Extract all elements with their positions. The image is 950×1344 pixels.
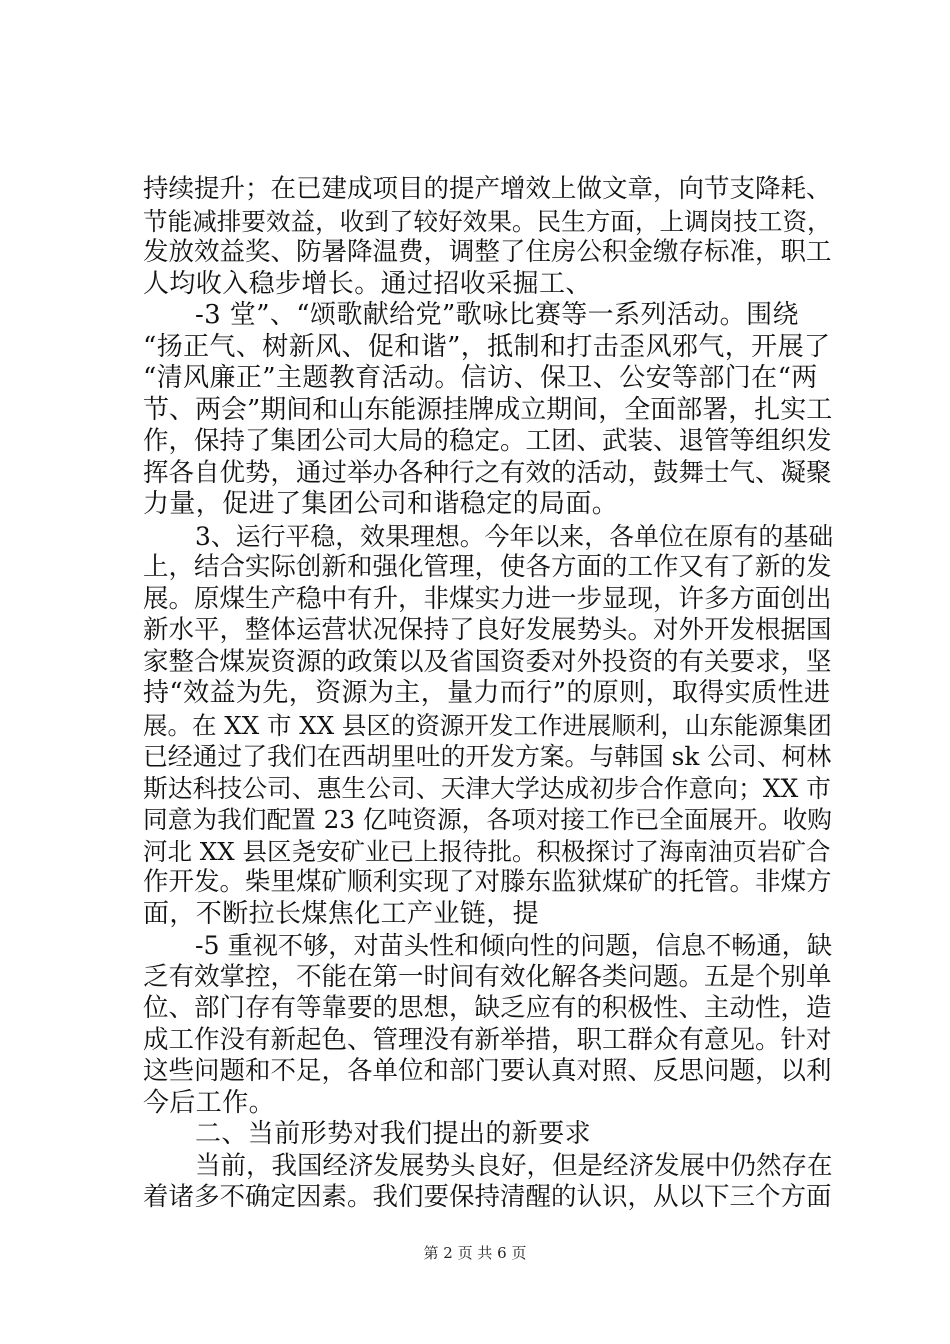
text-line: 人均收入稳步增长。通过招收采掘工、	[143, 268, 592, 299]
text-line: “清风廉正”主题教育活动。信访、保卫、公安等部门在“两	[143, 363, 818, 393]
text-line: 已经通过了我们在西胡里吐的开发方案。与韩国 sk 公司、柯林	[143, 742, 832, 771]
page-footer: 第 2 页 共 6 页	[423, 1244, 527, 1262]
text-line: 当前，我国经济发展势头良好，但是经济发展中仍然存在	[195, 1150, 833, 1181]
text-line: 斯达科技公司、惠生公司、天津大学达成初步合作意向；XX 市	[143, 773, 831, 803]
text-line: -3 堂”、“颂歌献给党”歌咏比赛等一系列活动。围绕	[195, 300, 799, 330]
text-line: 展。在 XX 市 XX 县区的资源开发工作进展顺利，山东能源集团	[143, 710, 832, 740]
text-line: 力量，促进了集团公司和谐稳定的局面。	[143, 489, 619, 519]
text-line: 二、当前形势对我们提出的新要求	[195, 1119, 592, 1149]
text-line: 新水平，整体运营状况保持了良好发展势头。对外开发根据国	[143, 615, 832, 645]
text-line: 节能减排要效益，收到了较好效果。民生方面，上调岗技工资，	[143, 206, 832, 236]
text-line: 节、两会”期间和山东能源挂牌成立期间，全面部署，扎实工	[143, 394, 833, 425]
text-line: 同意为我们配置 23 亿吨资源，各项对接工作已全面展开。收购	[143, 805, 832, 834]
document-body	[143, 174, 834, 1214]
text-line: 挥各自优势，通过举办各种行之有效的活动，鼓舞士气、凝聚	[143, 457, 832, 488]
text-line: 上，结合实际创新和强化管理，使各方面的工作又有了新的发	[143, 552, 832, 582]
text-line: 作开发。柴里煤矿顺利实现了对滕东监狱煤矿的托管。非煤方	[143, 867, 832, 897]
text-line: 着诸多不确定因素。我们要保持清醒的认识，从以下三个方面	[143, 1182, 832, 1212]
text-line: 今后工作。	[143, 1087, 276, 1118]
text-line: 作，保持了集团公司大局的稳定。工团、武装、退管等组织发	[143, 426, 832, 456]
text-line: 家整合煤炭资源的政策以及省国资委对外投资的有关要求，坚	[143, 646, 832, 677]
text-line: 这些问题和不足，各单位和部门要认真对照、反思问题，以利	[143, 1056, 832, 1086]
text-line: 成工作没有新起色、管理没有新举措，职工群众有意见。针对	[143, 1024, 832, 1055]
text-line: 3、运行平稳，效果理想。今年以来，各单位在原有的基础	[195, 521, 834, 551]
text-line: 持“效益为先，资源为主，量力而行”的原则，取得实质性进	[143, 678, 831, 708]
text-line: 河北 XX 县区尧安矿业已上报待批。积极探讨了海南油页岩矿合	[143, 836, 831, 866]
text-line: 展。原煤生产稳中有升，非煤实力进一步显现，许多方面创出	[143, 583, 832, 614]
text-line: 位、部门存有等靠要的思想，缺乏应有的积极性、主动性，造	[143, 993, 832, 1023]
text-line: 持续提升；在已建成项目的提产增效上做文章，向节支降耗、	[143, 174, 832, 204]
text-line: 发放效益奖、防暑降温费，调整了住房公积金缴存标准，职工	[143, 237, 832, 267]
text-line: “扬正气、树新风、促和谐”，抵制和打击歪风邪气，开展了	[143, 331, 831, 362]
text-line: 乏有效掌控，不能在第一时间有效化解各类问题。五是个别单	[143, 961, 832, 992]
text-line: -5 重视不够，对苗头性和倾向性的问题，信息不畅通，缺	[195, 931, 833, 960]
text-line: 面，不断拉长煤焦化工产业链，提	[143, 898, 540, 929]
